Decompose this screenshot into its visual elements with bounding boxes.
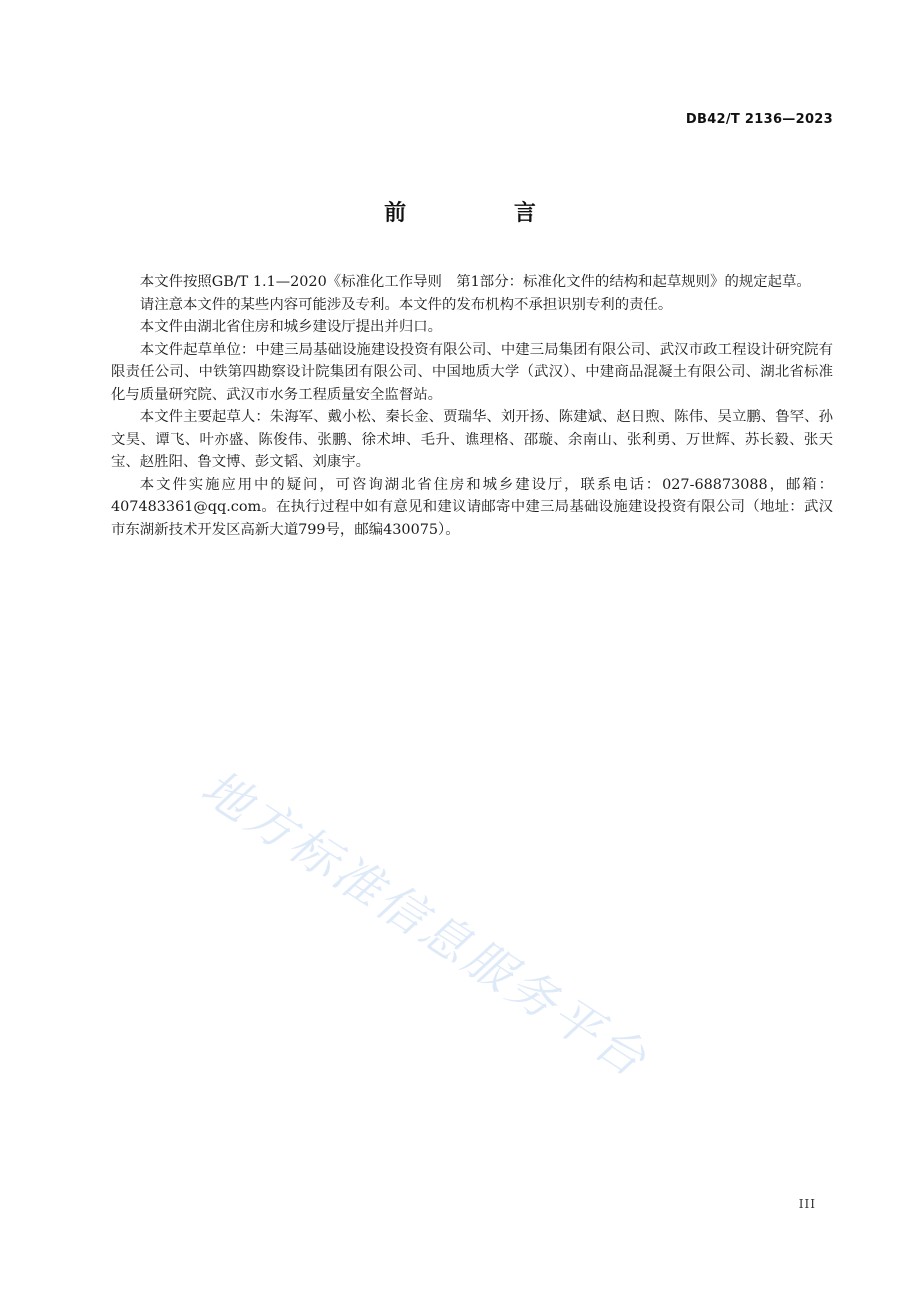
paragraph-drafters: 本文件主要起草人：朱海军、戴小松、秦长金、贾瑞华、刘开扬、陈建斌、赵日煦、陈伟、吴立鹏、鲁罕、孙文昊、谭飞、叶亦盛、陈俊伟、张鹏、徐术坤、毛升、谯理格、邵璇、余南山、张利勇、万世辉、苏长毅、张天宝、赵胜阳、鲁文博、彭文韬、刘康宇。 <box>111 409 833 470</box>
paragraph-patent-notice: 请注意本文件的某些内容可能涉及专利。本文件的发布机构不承担识别专利的责任。 <box>139 296 673 313</box>
paragraph-drafting-units: 本文件起草单位：中建三局基础设施建设投资有限公司、中建三局集团有限公司、武汉市政工程设计研究院有限责任公司、中铁第四勘察设计院集团有限公司、中国地质大学（武汉）、中建商品混凝土有限公司、湖北省标准化与质量研究院、武汉市水务工程质量安全监督站。 <box>111 341 833 403</box>
page-number: III <box>798 1197 816 1211</box>
page-title: 前 言 <box>384 201 586 226</box>
watermark: 地方标准信息服务平台 <box>191 759 659 1090</box>
document-code: DB42/T 2136—2023 <box>685 112 833 127</box>
paragraph-drafting-rules: 本文件按照GB/T 1.1—2020《标准化工作导则 第1部分：标准化文件的结构和起草规则》的规定起草。 <box>139 274 811 290</box>
paragraph-contact: 本文件实施应用中的疑问，可咨询湖北省住房和城乡建设厅，联系电话：027-68873088，邮箱：407483361@qq.com。在执行过程中如有意见和建议请邮寄中建三局基础设施建设投资有限公司（地址：武汉市东湖新技术开发区高新大道799号，邮编430075）。 <box>111 476 833 538</box>
preface-body <box>111 271 833 541</box>
paragraph-proposer: 本文件由湖北省住房和城乡建设厅提出并归口。 <box>139 319 443 335</box>
